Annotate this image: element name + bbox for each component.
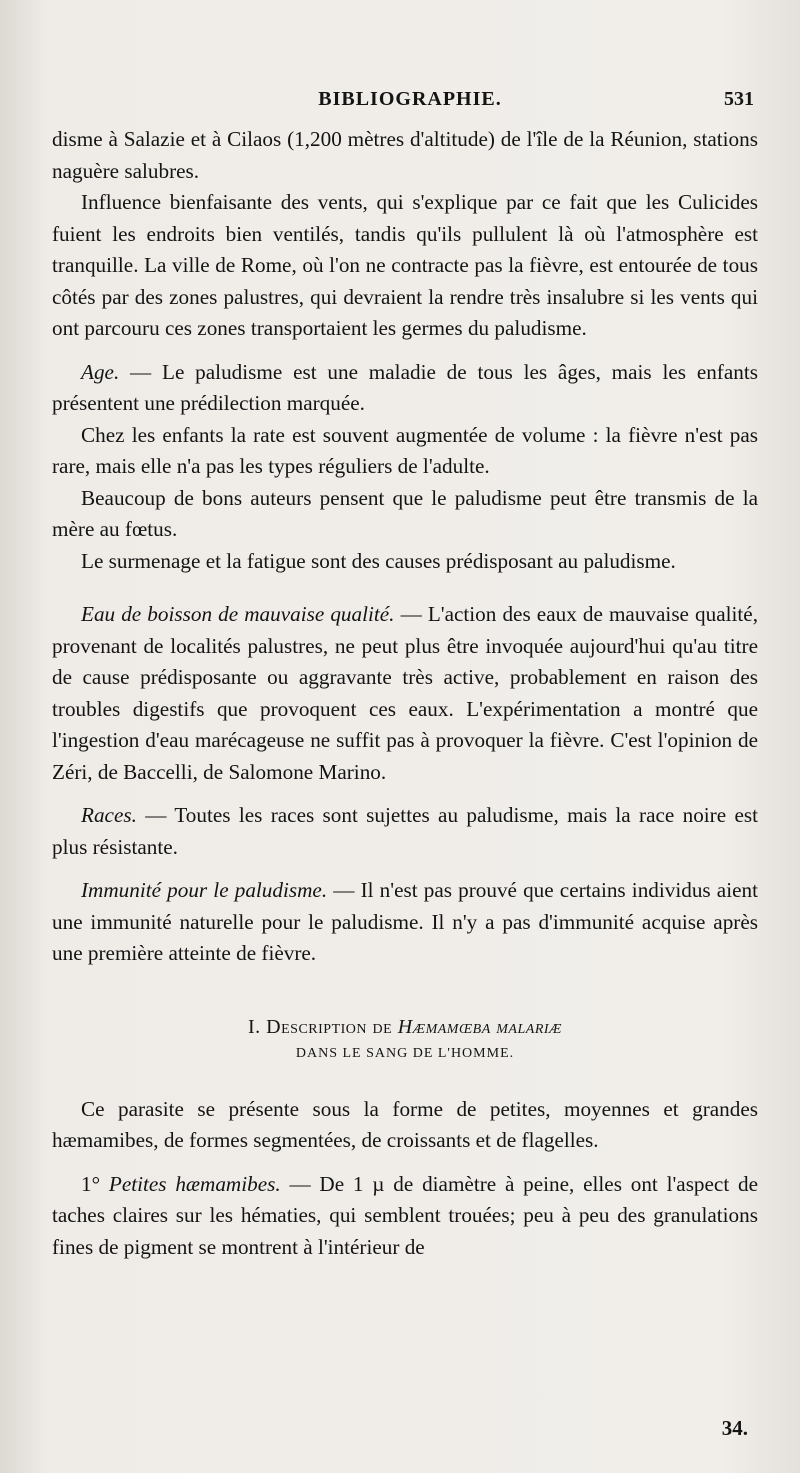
run-in-heading-races: Races. bbox=[81, 803, 137, 827]
paragraph-petites-text: — De 1 µ de diamètre à peine, elles ont l'aspect de taches claires sur les hématies, qui semblent trouées; peu à peu des granulations fines de pigment se montrent à l'intérieur de bbox=[52, 1171, 759, 1259]
run-in-heading-immunite: Immunité pour le paludisme. bbox=[81, 878, 328, 902]
section-title-word: Description de bbox=[266, 1015, 393, 1038]
signature-mark: 34. bbox=[721, 1416, 748, 1440]
paragraph-petites bbox=[52, 1169, 758, 1264]
paragraph-1: disme à Salazie et à Cilaos (1,200 mètres d'altitude) de l'île de la Réunion, stations naguère salubres. bbox=[52, 127, 758, 183]
paragraph-races-text: — Toutes les races sont sujettes au paludisme, mais la race noire est plus résistante. bbox=[52, 803, 758, 859]
paragraph-6: Le surmenage et la fatigue sont des causes prédisposant au paludisme. bbox=[81, 548, 676, 573]
run-in-heading-eau: Eau de boisson de mauvaise qualité. bbox=[81, 602, 395, 626]
item-number: 1° bbox=[81, 1171, 101, 1196]
paragraph-immunite-text: — Il n'est pas prouvé que certains individus aient une immunité naturelle pour le paludisme. Il n'y a pas d'immunité acquise après une première atteinte de fièvre. bbox=[52, 878, 758, 965]
running-title: BIBLIOGRAPHIE. bbox=[318, 88, 502, 110]
paragraph-eau bbox=[52, 599, 758, 788]
paragraph-age bbox=[52, 357, 758, 420]
body-text bbox=[52, 124, 758, 1263]
paragraph-eau-text: — L'action des eaux de mauvaise qualité, provenant de localités palustres, ne peut plus être invoquée aujourd'hui qu'au titre de cause prédisposante ou aggravante très active, probablement en raison des troubles digestifs que provoquent ces eaux. L'expérimentation a montré que l'ingestion d'eau marécageuse ne suffit pas à provoquer la fièvre. C'est l'opinion de Zéri, de Baccelli, de Salomone Marino. bbox=[52, 602, 759, 784]
page-number: 531 bbox=[724, 88, 754, 110]
run-in-heading-petites: Petites hæmamibes. bbox=[108, 1171, 281, 1196]
paragraph-races bbox=[52, 800, 758, 863]
section-title-italic: Hæmamœba malariæ bbox=[397, 1015, 562, 1038]
run-in-heading-age: Age. bbox=[81, 359, 120, 384]
section-number: I. bbox=[248, 1015, 261, 1038]
paragraph-10: Ce parasite se présente sous la forme de petites, moyennes et grandes hæmamibes, de formes segmentées, de croissants et de flagelles. bbox=[52, 1096, 758, 1152]
section-subtitle: DANS LE SANG DE L'HOMME. bbox=[295, 1045, 515, 1061]
paragraph-4: Chez les enfants la rate est souvent augmentée de volume : la fièvre n'est pas rare, mais elle n'a pas les types réguliers de l'adulte. bbox=[52, 422, 758, 478]
section-title bbox=[52, 1012, 758, 1042]
paragraph-5: Beaucoup de bons auteurs pensent que le paludisme peut être transmis de la mère au fœtus. bbox=[52, 485, 758, 541]
page-header bbox=[60, 86, 760, 116]
paragraph-immunite bbox=[52, 875, 758, 970]
paragraph-2: Influence bienfaisante des vents, qui s'explique par ce fait que les Culicides fuient les endroits bien ventilés, tandis qu'ils pullulent là où l'atmosphère est tranquille. La ville de Rome, où l'on ne contracte pas la fièvre, est entourée de tous côtés par des zones palustres, qui devraient la rendre très insalubre si les vents qui ont parcouru ces zones transportaient les germes du paludisme. bbox=[52, 190, 758, 340]
paragraph-age-text: — Le paludisme est une maladie de tous les âges, mais les enfants présentent une prédilection marquée. bbox=[52, 359, 758, 415]
